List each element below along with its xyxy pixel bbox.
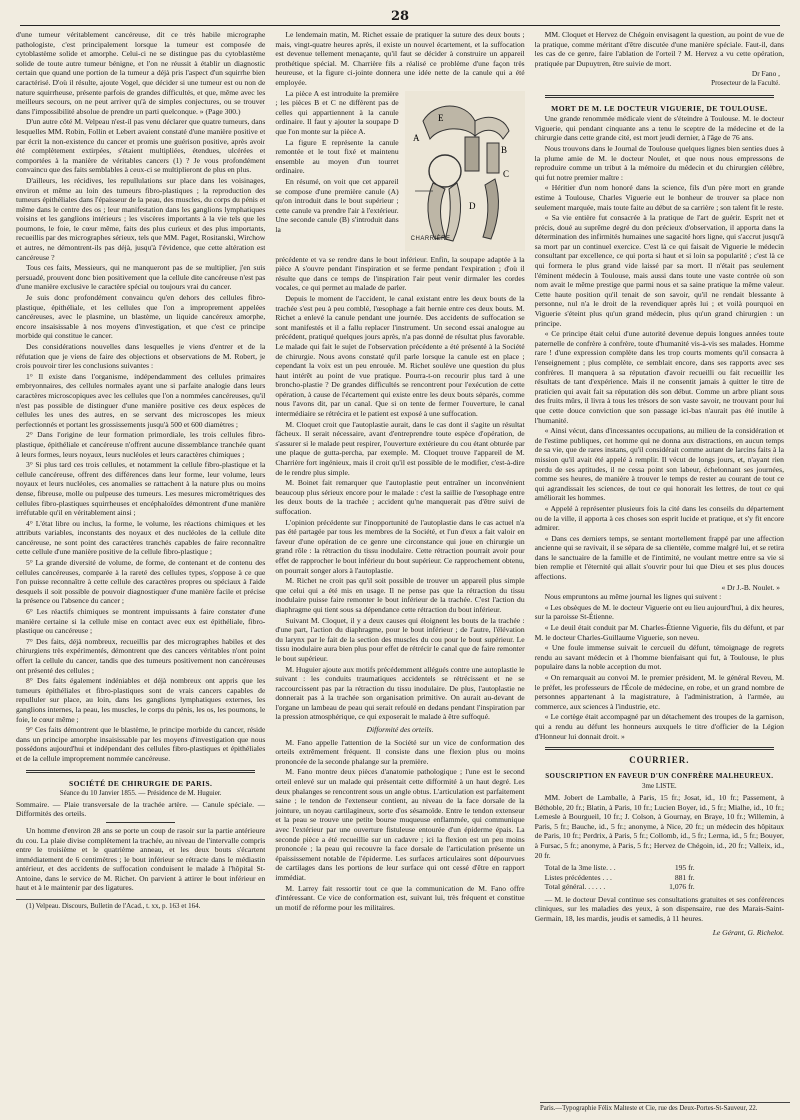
paragraph: Je suis donc profondément convaincu qu'en dehors des cellules fibro-plastique, épithéliale, et les cellules que l'on a improprement appelées cancéreuses, avec le plasmine, un blastème, un liquide cancéreux amorphe, encore insaisissable à nos moyens d'investigation, et que c'est ce principe morbide qui constitue le cancer. — [16, 293, 266, 341]
fig-label: C — [502, 168, 509, 179]
total-row — [545, 873, 695, 883]
total-row — [545, 882, 695, 892]
total-value: 1,076 fr. — [669, 882, 695, 892]
paragraph: M. Boinet fait remarquer que l'autoplastie peut entraîner un inconvénient beaucoup plus sérieux encore pour le malade : c'est la saillie de l'œsophage entre les deux bouts de la trachée ; accident qu'ne manquerait pas d'être suivi de suffocation. — [275, 478, 525, 516]
totals-block — [545, 863, 784, 892]
paragraph: Des considérations nouvelles dans lesquelles je viens d'entrer et de la réfutation que je viens de faire des objections et observations de M. Robert, je crois pouvoir tirer les conclusions suivantes : — [16, 342, 266, 371]
signature-title: Prosecteur de la Faculté. — [711, 78, 780, 87]
paragraph: D'un autre côté M. Velpeau n'est-il pas venu déclarer que quatre tumeurs, dans lesquelles MM. Robin, Follin et Lebert avaient constaté d'une manière positive et par écrit la non-existence du cancer et promis une guérison positive, après avoir été complètement extirpées, s'étaient multipliées, étendues, ulcérées et comportées à la manière de véritables cancers (1) ? Je vous profondément convaincu que des faits semblables à ceux-ci se multiplieront de plus en plus. — [16, 117, 266, 175]
canula-figure — [405, 91, 525, 251]
paragraph: 2° Dans l'origine de leur formation primordiale, les trois cellules fibro-plastique, épithéliale et cancéreuse n'offrent aucune dissemblance tranchée quant à leurs formes, leurs noyaux, leurs nucléoles et leurs caractères chimiques ; — [16, 430, 266, 459]
paragraph: « Ce principe était celui d'une autorité devenue depuis longues années toute paternelle de confrère à confrère, toute d'humanité vis-à-vis ses malades. Homme rare ! d'une expression complète dans les trop courts moments qu'il consacra à l'enseignement ; plus complète, ce semblait encore, dans ses rapports avec ses confrères. Il manquera à sa réputation d'avoir recueilli ou fait recueillir les résultats de tant d'expérience. Mais il ne consentit jamais à quitter le titre de praticien qui avait fait sa réputation dès son début. Comme un arbre pliant sous des fruits mûrs, il livra à tous les trésors de son vaste savoir, ne trouvant pour lui que cette douce conviction que son passage ici-bas n'aurait pas été inutile à l'humanité. — [534, 329, 784, 425]
paragraph: M. Richet ne croit pas qu'il soit possible de trouver un appareil plus simple que celui qui a été mis en usage. Il ne pense pas que la rétraction du tissu inodulaire puisse faire remonter le bout inférieur de la trachée. C'est l'action du diaphragme qui tient sous sa dépendance cette rétraction du bout inférieur. — [275, 576, 525, 614]
paragraph: La figure E représente la canule remontée et le tout fixé et maintenu ensemble au moyen d'un tourret ordinaire. — [275, 137, 399, 176]
section-subtitle: Séance du 10 Janvier 1855. — Présidence de M. Huguier. — [59, 789, 222, 798]
subheading: Difformité des orteils. — [366, 725, 434, 735]
paragraph: M. Fano montre deux pièces d'anatomie pathologique ; l'une est le second orteil enlevé sur un malade qui présentait cette difformité à un haut degré. Les deux phalanges se rencontrent sous un angle obtus. L'articulation est parfaitement saine ; le tendon de l'extenseur contient, au niveau de la face dorsale de la jointure, un noyau cartilagineux, sorte d'os sésamoïde. Entre le tendon extenseur et la peau se trouve une petite bourse muqueuse enflammée, qui communique avec l'extérieur par une ouverture fistuleuse entourée d'un épiderme épais. La seconde pièce a été recueillie sur un cadavre ; ici la flexion est un peu moins prononcée ; la peau qui recouvre la face dorsale de l'articulation présente un épaississement notable de l'épiderme. Les surfaces articulaires sont dépourvues de cartilages dans les portions de leur surface qui ont cessé d'être en rapport immédiat. — [275, 767, 525, 882]
paragraph: Suivant M. Cloquet, il y a deux causes qui éloignent les bouts de la trachée : d'une part, l'action du diaphragme, pour le bout inférieur ; de l'autre, l'élévation du larynx par le fait de la section des muscles du cou pour le bout supérieur. Le tissu inodulaire aura bien plus pour effet de rétrécir le canal que de faire remonter le bout supérieur. — [275, 615, 525, 663]
paragraph: M. Fano appelle l'attention de la Société sur un vice de conformation des orteils extrêmement fréquent. Il consiste dans une flexion plus ou moins prononcée de la seconde phalange sur la première. — [275, 737, 525, 766]
sommaire: Sommaire. — Plaie transversale de la trachée artère. — Canule spéciale. — Difformités des orteils. — [16, 799, 266, 819]
paragraph: d'une tumeur véritablement cancéreuse, dit ce très habile micrographe pathologiste, c'est principalement lorsque la tumeur est composée de cytoblastème solide et amorphe. Celui-ci ne se distingue pas du cytoblastème solide de toute autre tumeur bénigne, et l'on ne réussit à établir un diagnostic certain que quand une portion de la tumeur a déjà pris l'aspect d'un squirrhe bien caractérisé. D'où il résulte, ajoute Vogel, que décider si une tumeur est ou non de nature squirrheuse, présente parfois de grandes difficultés, et que, même avec les meilleurs secours, on ne peut arriver qu'à de simples conjectures, ou se trouver dans l'impossibilité absolue de prendre un parti quelconque. » (Page 300.) — [16, 30, 266, 116]
page-number: 28 — [20, 8, 780, 26]
section-divider — [545, 95, 774, 98]
paragraph: « Les obsèques de M. le docteur Viguerie ont eu lieu aujourd'hui, à dix heures, sur la paroisse St-Étienne. — [534, 602, 784, 622]
paragraph: 6° Les réactifs chimiques se montrent impuissants à faire constater d'une manière certaine si la cellule mise en contact avec eux est épithéliale, fibro-plastique ou cancéreuse ; — [16, 607, 266, 636]
figure-caption: CHARRIÈRE — [410, 235, 451, 242]
fig-label: E — [437, 112, 444, 123]
paragraph: 4° L'état libre ou inclus, la forme, le volume, les réactions chimiques et les attributs variables, inconstants des noyaux et des nucléoles de la cellule dite cancéreuse, ne sont point des caractères tranchés capables de faire reconnaître cette cellule d'une manière positive de la cellule fibro-plastique ; — [16, 518, 266, 557]
signature: Dr Fano , — [751, 69, 780, 79]
paragraph: 8° Des faits également indéniables et déjà nombreux ont appris que les tumeurs épithéliales et fibro-plastiques sont de vrais cancers capables de repulluler sur place, au loin, dans les ganglions lymphatiques externes, les ganglions internes, la peau, les muscles, le corps du pénis, les os, les poumons, le foie, le cœur même ; — [16, 676, 266, 724]
paragraph: Nous empruntons au même journal les lignes qui suivent : — [544, 592, 722, 602]
courrier-heading: COURRIER. — [629, 755, 690, 766]
total-label: Listes précédentes . . . — [544, 872, 612, 882]
paragraph: « Le cortège était accompagné par un détachement des troupes de la garnison, qui a rendu au défunt les honneurs auxquels le titre d'officier de la Légion d'Honneur lui donnait droit. » — [534, 712, 784, 741]
paragraph: 9° Ces faits démontrent que le blastème, le principe morbide du cancer, réside dans un principe amorphe insaisissable par les moyens d'investigation que nous possédons aujourd'hui et indépendant des cellules fibro-plastiques et épithéliales et de la cellule improprement nommée cancéreuse. — [16, 725, 266, 763]
paragraph: Tous ces faits, Messieurs, qui ne manqueront pas de se multiplier, j'en suis persuadé, prouvent donc bien positivement que la cellule dite cancéreuse n'est pas d'une manière exclusive le caractère spécial ou toujours vrai du cancer. — [16, 263, 266, 292]
fig-label: A — [412, 132, 420, 143]
total-value: 195 fr. — [674, 863, 695, 873]
paragraph: « Sa vie entière fut consacrée à la pratique de l'art de guérir. Esprit net et précis, doué au suprême degré du don précieux d'observation, il apporta dans la détermination des infirmités humaines une sagacité hors ligne, qui s'accrut jusqu'à sa mort par un continuel exercice. C'est là ce qui faisait de Viguerie le médecin consultant par excellence, ce qui porta si haut et si loin sa popularité ; c'est là ce qui formera le plus grand vide laissé par sa mort. Il n'était pas seulement l'éminent médecin à Toulouse, mais aussi dans toute une vaste contrée où son nom avait le même prestige que parmi nous et sa saine pratique la même valeur. Cette haute position qu'il tenait de son savoir, qu'il ne rendait blessante à personne, nul n'a le droit de la revendiquer après lui ; et voilà pourquoi en Viguerie s'éteint plus qu'un grand médecin, plus qu'un grand chirurgien : un principe. — [534, 213, 784, 328]
paragraph: Une grande renommée médicale vient de s'éteindre à Toulouse. M. le docteur Viguerie, qui pendant cinquante ans a tenu le sceptre de la médecine et de la chirurgie dans cette grande cité, est mort jeudi dernier, à l'âge de 76 ans. — [534, 114, 784, 143]
total-row — [545, 863, 695, 873]
paragraph: 7° Des faits, déjà nombreux, recueillis par des micrographes habiles et des chirurgiens très expérimentés, démontrent que des cancers véritables n'ont point offert la cellule du cancer, tandis que des tumeurs positivement non cancéreuses ont présenté des cellules ; — [16, 636, 266, 675]
paragraph: 1° Il existe dans l'organisme, indépendamment des cellules primaires embryonnaires, des cellules normales ayant une si parfaite analogie dans leurs caractères microscopiques avec les cellules que l'on a nommées cancéreuses, qu'il n'est pas possible de distinguer d'une manière positive ces deux espèces de cellules les unes des autres, en se servant des microscopes les mieux perfectionnés et portant les grossissements jusqu'à 500 et 600 diamètres ; — [16, 371, 266, 429]
section-title: SOCIÉTÉ DE CHIRURGIE DE PARIS. — [69, 778, 213, 788]
paragraph: « Une foule immense suivait le cercueil du défunt, témoignage de regrets rendu au savant médecin et à l'homme bienfaisant qui fut, à Toulouse, le plus populaire dans la noble acception du mot. — [534, 643, 784, 672]
section-divider — [545, 747, 774, 750]
paragraph: précédente et va se rendre dans le bout inférieur. Enfin, la soupape adaptée à la pièce A s'ouvre pendant l'inspiration et se ferme pendant l'expiration ; d'où il résulte que dans ce temps de l'inspiration l'air peut venir dirmaler les cordes vocales, ce qui permet au malade de parler. — [275, 254, 525, 293]
paragraph: « Ainsi vécut, dans d'incessantes occupations, au milieu de la considération et de l'estime publiques, cet homme qui ne donna aux distractions, en aucun temps de sa vie, que de rares instans, qu'il considérait comme autant de larcins faits à la mission qu'il avait été appelé à remplir. Il vécut de longs jours, et, n'ayant rien perdu de ses aptitudes, il ne cessa point son labeur, échelonnant ses journées, comme ses heures, de manière à trouver le temps de rester au courant de tout ce qui agrandissait les sciences, de tout ce qui honorait les lettres, de tout ce qui améliorait les hommes. — [534, 426, 784, 503]
paragraph: M. Cloquet croit que l'autoplastie aurait, dans le cas dont il s'agite un résultat fâcheux. Il serait nécessaire, avant d'entreprendre toute espèce d'opération, de s'assurer si le malade peut respirer, l'ouverture extérieure du cou étant obturée par une plaque de gutta-percha, par exemple. M. Cloquet trouve l'appareil de M. Charrière fort ingénieux, mais il croit qu'il est possible de le modifier, c'est-à-dire de le rendre plus simple. — [275, 419, 525, 477]
liste-label: 3me LISTE. — [642, 782, 677, 791]
paragraph: « Dans ces derniers temps, se sentant mortellement frappé par une affection ancienne qui se ravivait, il se sépara de sa clientèle, comme malgré lui, et se retira dans le sanctuaire de la famille et de l'intimité, ne voulant mettre entre sa vie si bien remplie et l'éternité qui allait s'ouvrir pour lui que Dieu et ses plus douces affections. — [534, 533, 784, 582]
paragraph: Nous trouvons dans le Journal de Toulouse quelques lignes bien senties dues à la plume amie de M. le docteur Noulet, et que nous nous empressons de reproduire comme un tribut à la mémoire du médecin et du chirurgien célèbre, qui fut notre premier maître : — [534, 143, 784, 182]
paragraph: Depuis le moment de l'accident, le canal existant entre les deux bouts de la trachée s'est peu à peu comblé, l'œsophage a fait hernie entre ces deux bouts. M. Richet a enlevé la canule pendant une journée. Des accidents de suffocation se sont manifestés et il a fallu replacer l'instrument. Un second essai analogue au précédent, pratiqué quelques jours après, n'a pas donné de résultat plus favorable. Le malade qui fait le sujet de l'observation précédente a été présenté à la Société de chirurgie. Nous avons constaté qu'il parle lorsque la canule est en place ; cependant la voix est un peu enrouée. M. Richet soulève une question du plus haut intérêt au point de vue pratique. Pourra-t-on recourir plus tard à une broncho-plastie ? De grandes difficultés se rencontrent pour l'exécution de cette opération, à cause de l'écartement qui existe entre les deux bouts séparés, comme nous l'avons dit, par un canal. Que si on tente de fermer l'ouverture, le canal intermédiaire se rétrécira et le patient est exposé à une suffocation. — [275, 293, 525, 419]
column-3 — [535, 30, 784, 1110]
gerant: Le Gérant, G. Richelot. — [712, 927, 784, 937]
column-1 — [16, 30, 265, 1110]
canula-illustration — [405, 91, 525, 251]
total-label: Total général. . . . . . — [544, 882, 606, 892]
fig-label: D — [468, 200, 476, 211]
columns — [16, 30, 784, 1110]
short-divider — [106, 822, 175, 823]
total-value: 881 fr. — [674, 872, 695, 882]
paragraph: — M. le docteur Deval continue ses consultations gratuites et ses conférences cliniques, sur les maladies des yeux, à son dispensaire, rue des Marais-Saint-Germain, 18, les mardis, jeudis et samedis, à 11 heures. — [534, 894, 784, 924]
printer-line: Paris.—Typographie Félix Malteste et Cie, rue des Deux-Portes-St-Sauveur, 22. — [540, 1102, 790, 1112]
paragraph: « Héritier d'un nom honoré dans la science, fils d'un père mort en grande estime à Toulouse, Charles Viguerie eut le bonheur de trouver sa place non seulement marquée, mais toute faite au début de sa carrière ; son talent fit le reste. — [534, 183, 784, 212]
fig-label: B — [500, 144, 507, 155]
paragraph: D'ailleurs, les récidives, les repullulations sur place dans les voisinages, environ et même au loin des tumeurs fibro-plastiques ; la reproduction des tumeurs épithéliales dans l'épaisseur de la peau, des muscles, du corps du pénis et même dans le centre des os ; leur manifestation dans les ganglions lymphatiques voisins et les ganglions intérieurs ; les viscères importants à la vie tels que les poumons, le foie, le cœur même, faits des plus curieux et des plus importants, recueillis par des micrographes sérieux, tels que MM. Paget, Rositanski, Wirchow et autres, ne démontrent-ils pas déjà, jusqu'à l'évidence, que cette altération est cancéreuse ? — [16, 175, 266, 262]
paragraph: Un homme d'environ 28 ans se porte un coup de rasoir sur la partie antérieure du cou. La plaie divise complètement la trachée, au niveau de l'intervalle compris entre le troisième et le quatrième anneau, et les deux bouts s'écartent immédiatement de 6 centimètres ; le bout inférieur se rétracte dans le médiastin antérieur, et des accidents de suffocation conduisent le malade à l'hôpital St-Antoine, dans le service de M. Richet. On parvient à attirer le bout inférieur en haut et à le maintenir par des ligatures. — [16, 825, 266, 893]
paragraph: L'opinion précédente sur l'inopportunité de l'autoplastie dans le cas actuel n'a pas été partagée par tous les membres de la Société, et l'un d'eux a fait valoir en faveur d'une opération de ce genre une circonstance qui joue en chirurgie un grand rôle : la rétraction du tissu inodulaire. Cette rétraction pourrait avoir pour effet de rapprocher le bout inférieur du bout supérieur. Ce rapprochement obtenu, on pourrait songer alors à l'autoplastie. — [275, 517, 525, 575]
paragraph: « Appelé à représenter plusieurs fois la cité dans les conseils du département ou de la ville, il apporta à ces choses son esprit lucide et pratique, et s'y fit encore admirer. — [534, 503, 784, 533]
souscription-title: SOUSCRIPTION EN FAVEUR D'UN CONFRÈRE MALHEUREUX. — [545, 771, 774, 780]
signature: « Dr J.-B. Noulet. » — [721, 582, 780, 592]
footnote: (1) Velpeau. Discours, Bulletin de l'Acad., t. xx, p. 163 et 164. — [16, 899, 265, 911]
paragraph: M. Larrey fait ressortir tout ce que la communication de M. Fano offre d'intéressant. Ce vice de conformation est, suivant lui, très fréquent et constitue un motif de réforme pour les militaires. — [275, 883, 525, 912]
paragraph: 5° La grande diversité de volume, de forme, de contenant et de contenu des cellules cancéreuses, comparée à la rareté des cellules types, s'oppose à ce que l'on puisse reconnaître à cette cellule des caractères propres ou spéciaux à l'aide desquels il soit possible de pouvoir diagnostiquer d'une manière facile et précise la présence ou l'absence du cancer ; — [16, 558, 266, 606]
paragraph: « Le deuil était conduit par M. Charles-Étienne Viguerie, fils du défunt, et par M. le docteur Charles-Guillaume Viguerie, son neveu. — [534, 623, 784, 642]
paragraph: M. Huguier ajoute aux motifs précédemment allégués contre une autoplastie le suivant : les conduits traumatiques accidentels se rétrécissent et ne se raccourcissent pas par la rétraction du tissu inodulaire. De plus, l'autoplastie ne donnerait pas à la trachée son organisation primitive. On aurait au-devant de l'organe un lambeau de peau qui serait refoulé en dedans pendant l'inspiration par la pression atmosphérique, ce qui exposerait le malade à être suffoqué. — [275, 664, 525, 722]
paragraph: MM. Cloquet et Hervez de Chégoin envisagent la question, au point de vue de la pratique, comme méritant d'être discutée d'une manière spéciale. Faut-il, dans les cas de ce genre, faire l'ablation de l'orteil ? M. Hervez a vu cette opération, pratiquée par Dupuytren, être suivie de mort. — [534, 30, 784, 68]
paragraph: En résumé, on voit que cet appareil se compose d'une première canule (A) qu'on introduit dans le bout supérieur ; cette canule va prendre l'air à l'extérieur. Une seconde canule (B) s'introduit dans la — [275, 176, 399, 234]
column-2 — [275, 30, 524, 1110]
total-label: Total de la 3me liste. . . — [544, 863, 616, 873]
section-divider — [26, 770, 255, 773]
paragraph: « On remarquait au convoi M. le premier président, M. le général Reveu, M. le préfet, les professeurs de l'École de médecine, en robe, et un grand nombre de personnes appartenant à la magistrature, à l'administration, à l'armée, au commerce, aux sciences à l'industrie, etc. — [534, 673, 784, 711]
paragraph: MM. Jobert de Lamballe, à Paris, 15 fr.; Josat, id., 10 fr.; Passement, à Béthoble, 20 fr.; Blatin, à Paris, 10 fr.; Lucien Boyer, id., 5 fr.; Mialhe, id., 10 fr.; Lemesle à Bourgueil, 10 fr.; J. Colson, à Gournay, en Braye, 10 fr.; Willemin, à Paris, 5 fr.; Bauche, id., 5 fr.; anonyme, à Nice, 20 fr.; un médecin des hôpitaux de Paris, 10 fr.; Perdrix, à Paris, 5 fr.; Collomb, id., 5 fr.; Lerma, id., 5 fr.; Bouyer, à Fursac, 5 fr.; anonyme, à Paris, 5 fr.; Hervez de Chégoin, id., 20 fr.; Valleix, id., 20 fr. — [534, 792, 784, 860]
paragraph: Le lendemain matin, M. Richet essaie de pratiquer la suture des deux bouts ; mais, vingt-quatre heures après, il existe un nouvel écartement, et la suffocation est devenue tellement menaçante, qu'il faut se décider à construire un appareil prothétique spécial. M. Charrière fils a réalisé ce problème d'une façon très heureuse, et la figure ci-jointe donnera une idée nette de la canule qui a été employée. — [275, 30, 525, 87]
paragraph: 3° Si plus tard ces trois cellules, et notamment la cellule fibro-plastique et la cellule cancéreuse, offrent des différences dans leur forme, leur volume, leurs noyaux et leurs nucléoles, ces anomalies se rattachent à la nature plus ou moins dense, fibreuse, molle ou pulpeuse des tumeurs. Les mesures micrométriques des cellules fibro-plastiques squirrheuses et encéphaloïdes démontrent d'une manière irréfutable qu'il en véritablement ainsi ; — [16, 460, 266, 518]
paragraph: La pièce A est introduite la première ; les pièces B et C ne diffèrent pas de celles qui appartiennent à la canule ordinaire. Il faut y ajouter la soupape D que l'on monte sur la pièce A. — [275, 88, 399, 136]
section-title: MORT DE M. LE DOCTEUR VIGUERIE, DE TOULOUSE. — [551, 103, 768, 113]
